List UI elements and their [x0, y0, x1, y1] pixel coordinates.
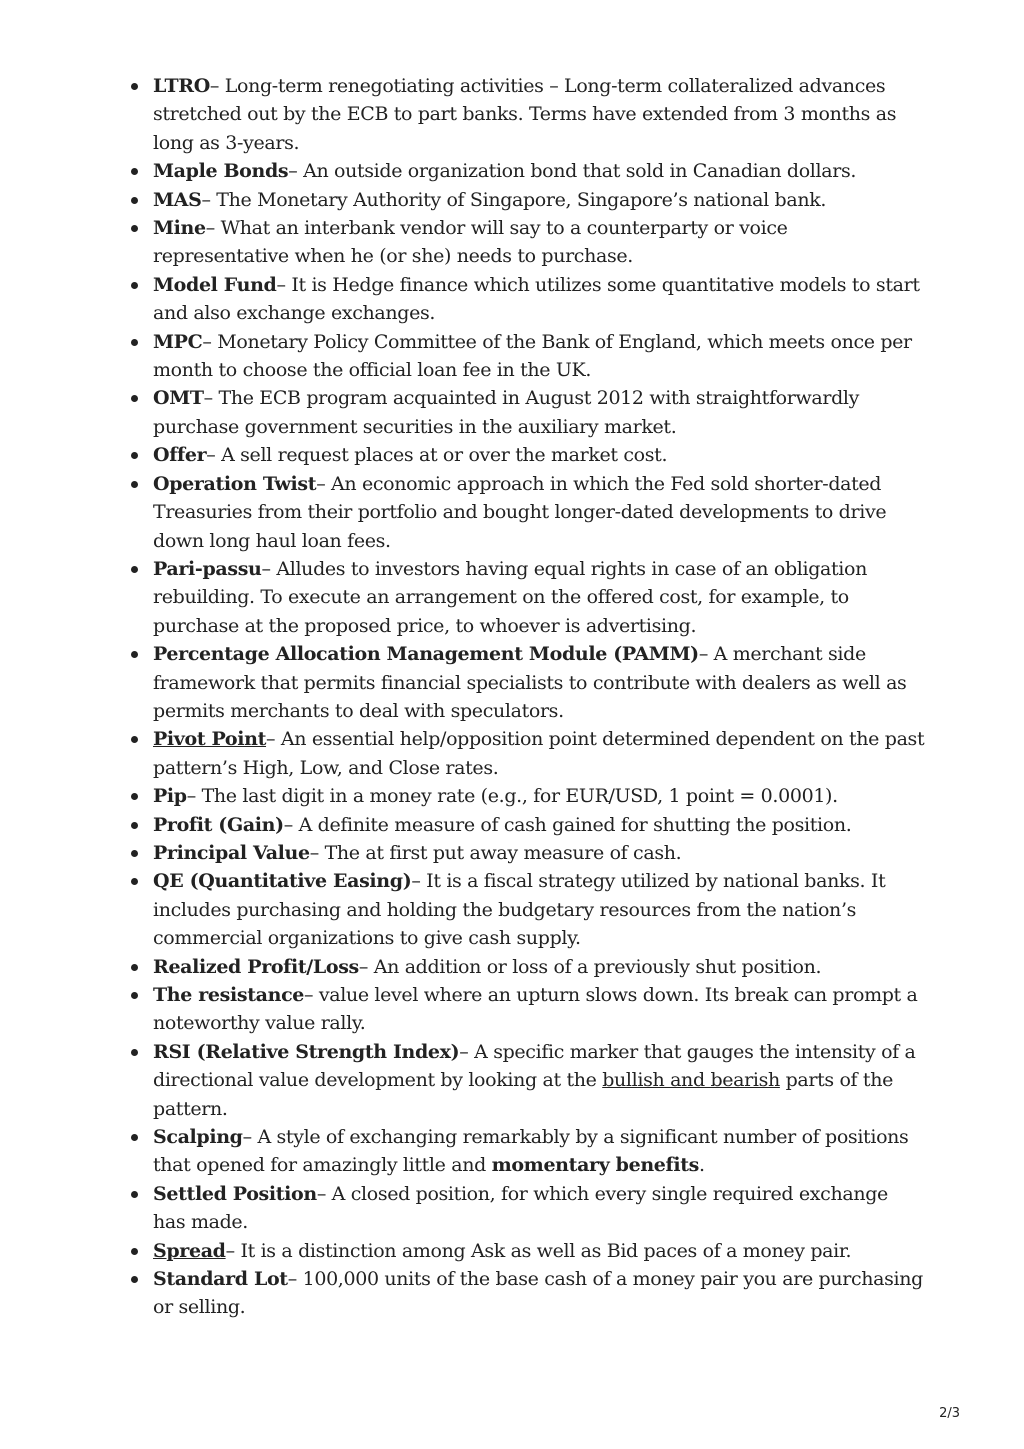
momentary-benefits-emphasis: momentary benefits — [491, 1154, 699, 1177]
definition-scalping-part-1: – A style of exchanging remarkably by a significant number of positions that opened for amazingly little and — [153, 1126, 909, 1177]
glossary-item-omt — [153, 384, 925, 441]
bullish-and-bearish-link[interactable]: bullish and bearish — [602, 1069, 780, 1092]
definition-rsi-part-2: parts of the pattern. — [153, 1069, 893, 1120]
definition-spread: – It is a distinction among Ask as well as Bid paces of a money pair. — [225, 1239, 852, 1262]
definition-standard-lot: – 100,000 units of the base cash of a money pair you are purchasing or selling. — [153, 1268, 923, 1319]
definition-mpc: – Monetary Policy Committee of the Bank of England, which meets once per month to choose the official loan fee in the UK. — [153, 330, 912, 382]
term-standard-lot: Standard Lot — [153, 1268, 288, 1291]
glossary-list — [153, 72, 925, 1322]
definition-rsi-part-1: – A specific marker that gauges the intensity of a directional value development by looking at the — [153, 1040, 916, 1092]
glossary-item-resistance — [153, 981, 925, 1038]
term-qe: QE (Quantitative Easing) — [153, 870, 412, 893]
definition-pamm: – A merchant side framework that permits financial specialists to contribute with dealers as well as permits merchants to deal with speculators. — [153, 643, 907, 722]
glossary-item-principal-value — [153, 839, 925, 867]
definition-model-fund: – It is Hedge finance which utilizes some quantitative models to start and also exchange exchanges. — [153, 273, 920, 325]
definition-scalping-part-2: . — [699, 1154, 705, 1177]
glossary-item-offer — [153, 441, 925, 469]
glossary-item-pari-passu — [153, 555, 925, 640]
term-scalping: Scalping — [153, 1126, 243, 1149]
glossary-item-mas — [153, 186, 925, 214]
term-pari-passu: Pari-passu — [153, 557, 262, 580]
glossary-item-pamm — [153, 640, 925, 725]
definition-offer: – A sell request places at or over the market cost. — [206, 444, 668, 467]
term-offer: Offer — [153, 444, 207, 467]
glossary-item-scalping — [153, 1123, 925, 1180]
definition-maple-bonds: – An outside organization bond that sold in Canadian dollars. — [288, 160, 857, 183]
glossary-item-realized-profit-loss — [153, 953, 925, 981]
definition-omt: – The ECB program acquainted in August 2012 with straightforwardly purchase government securities in the auxiliary market. — [153, 387, 860, 438]
term-model-fund: Model Fund — [153, 273, 277, 296]
glossary-item-spread — [153, 1237, 925, 1265]
glossary-item-model-fund — [153, 271, 925, 328]
term-link-spread[interactable]: Spread — [153, 1239, 226, 1262]
definition-settled-position: – A closed position, for which every single required exchange has made. — [153, 1182, 888, 1234]
glossary-item-pip — [153, 782, 925, 810]
term-realized-profit-loss: Realized Profit/Loss — [153, 955, 359, 978]
glossary-item-mpc — [153, 328, 925, 385]
term-settled-position: Settled Position — [153, 1182, 317, 1205]
glossary-item-settled-position — [153, 1180, 925, 1237]
definition-pari-passu: – Alludes to investors having equal rights in case of an obligation rebuilding. To execute an arrangement on the offered cost, for example, to purchase at the proposed price, to whoever is advertising. — [153, 557, 868, 637]
glossary-item-maple-bonds — [153, 157, 925, 185]
term-link-pivot-point[interactable]: Pivot Point — [153, 728, 267, 751]
term-mpc: MPC — [153, 330, 203, 353]
term-ltro: LTRO — [153, 75, 210, 97]
term-pamm: Percentage Allocation Management Module (PAMM) — [153, 643, 699, 666]
definition-mas: – The Monetary Authority of Singapore, Singapore’s national bank. — [201, 188, 827, 211]
glossary-item-operation-twist — [153, 470, 925, 555]
glossary-item-mine — [153, 214, 925, 271]
definition-realized-profit-loss: – An addition or loss of a previously shut position. — [358, 955, 822, 978]
term-mine: Mine — [153, 217, 206, 240]
term-resistance: The resistance — [153, 984, 305, 1006]
term-pip: Pip — [153, 785, 187, 808]
definition-qe: – It is a fiscal strategy utilized by national banks. It includes purchasing and holding the budgetary resources from the nation’s commercial organizations to give cash supply. — [153, 870, 886, 950]
glossary-item-qe — [153, 867, 925, 952]
glossary-item-profit-gain — [153, 811, 925, 839]
glossary-item-pivot-point — [153, 725, 925, 782]
definition-pip: – The last digit in a money rate (e.g., for EUR/USD, 1 point = 0.0001). — [186, 785, 838, 808]
term-rsi: RSI (Relative Strength Index) — [153, 1040, 460, 1063]
term-mas: MAS — [153, 188, 202, 211]
term-principal-value: Principal Value — [153, 841, 310, 864]
glossary-item-rsi — [153, 1038, 925, 1123]
definition-mine: – What an interbank vendor will say to a counterparty or voice representative when he (or she) needs to purchase. — [153, 217, 788, 268]
definition-principal-value: – The at first put away measure of cash. — [309, 841, 682, 864]
glossary-item-ltro — [153, 72, 925, 157]
term-maple-bonds: Maple Bonds — [153, 160, 289, 183]
term-operation-twist: Operation Twist — [153, 472, 317, 495]
page-number: 2/3 — [939, 1406, 960, 1421]
glossary-item-standard-lot — [153, 1265, 925, 1322]
term-profit-gain: Profit (Gain) — [153, 813, 284, 836]
definition-operation-twist: – An economic approach in which the Fed sold shorter-dated Treasuries from their portfolio and bought longer-dated developments to drive down long haul loan fees. — [153, 472, 887, 552]
definition-ltro: – Long-term renegotiating activities – Long-term collateralized advances stretched out by the ECB to part banks. Terms have extended from 3 months as long as 3-years. — [153, 75, 897, 154]
term-omt: OMT — [153, 387, 204, 410]
definition-resistance: – value level where an upturn slows down. Its break can prompt a noteworthy value rally. — [153, 984, 918, 1035]
definition-pivot-point: – An essential help/opposition point determined dependent on the past pattern’s High, Low, and Close rates. — [153, 728, 925, 779]
definition-profit-gain: – A definite measure of cash gained for shutting the position. — [283, 813, 852, 836]
